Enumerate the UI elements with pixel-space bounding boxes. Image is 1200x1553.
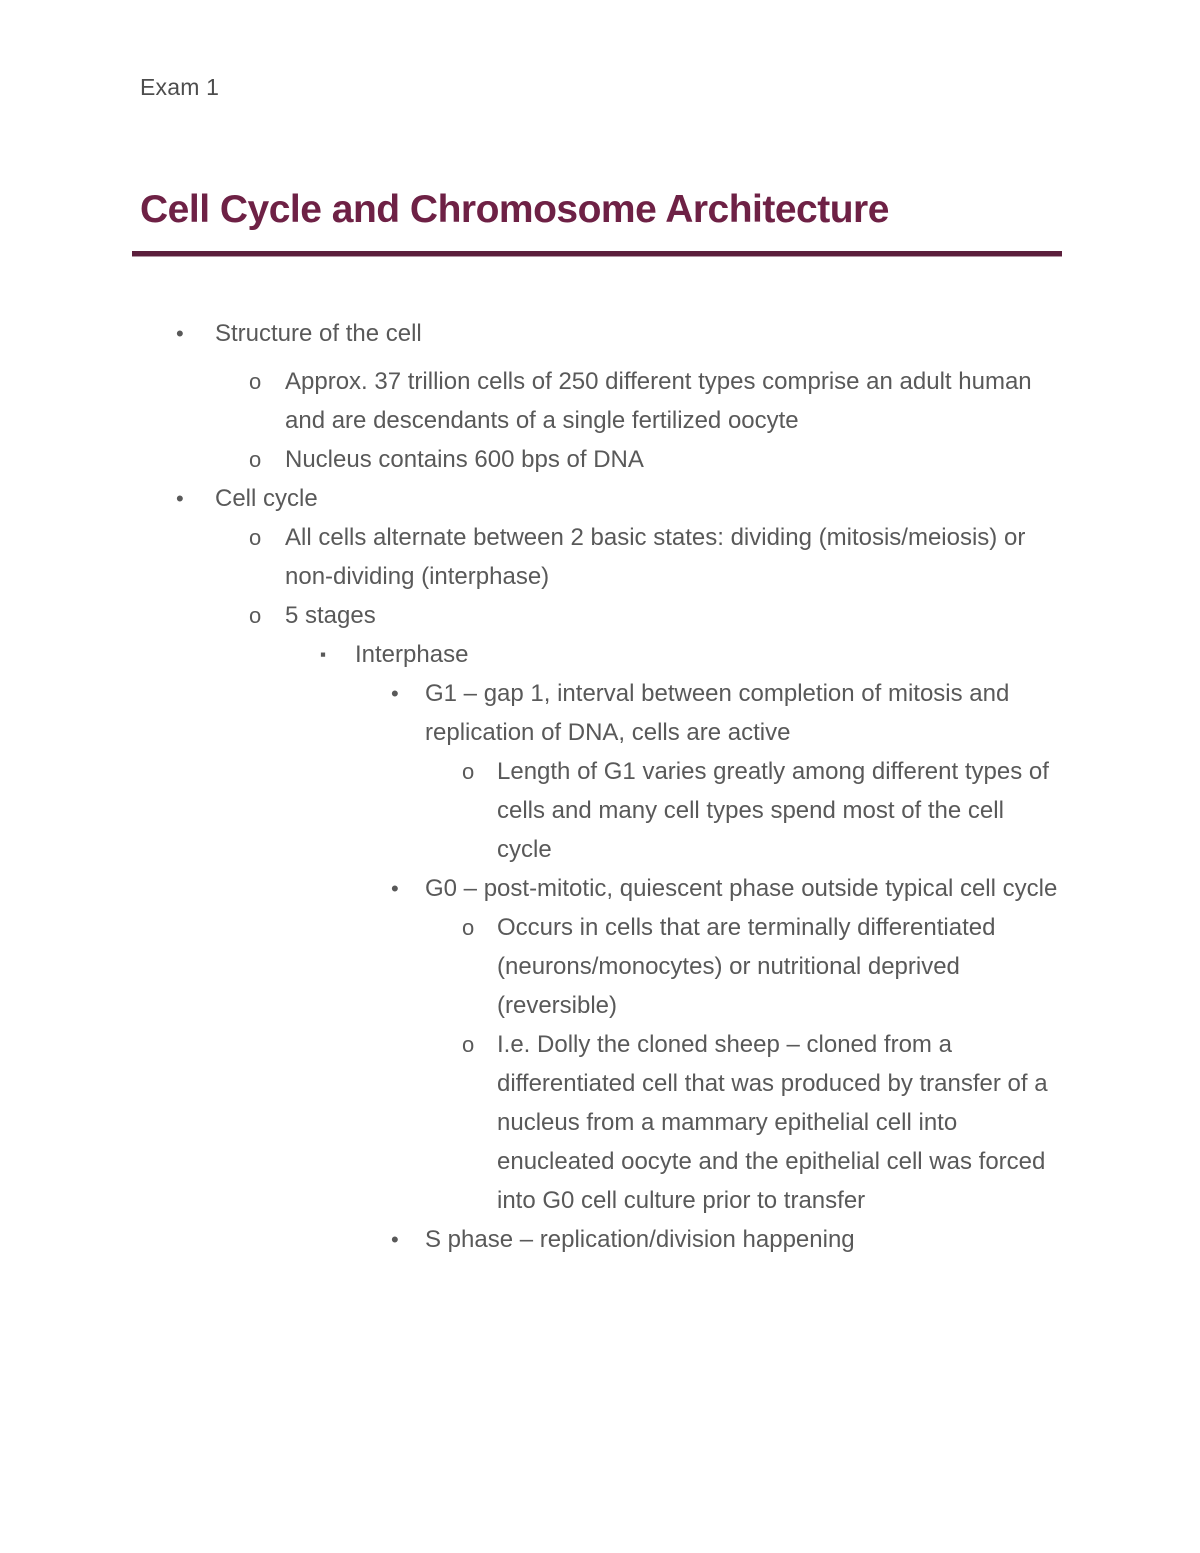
outline-item: [0, 752, 1200, 869]
disc-bullet-icon: •: [391, 876, 399, 901]
outline-item: [0, 518, 1200, 596]
outline-item-text: All cells alternate between 2 basic states: dividing (mitosis/meiosis) or non-dividing (interphase): [285, 524, 1026, 590]
outline-item: [0, 908, 1200, 1025]
outline-item: [0, 314, 1200, 353]
square-bullet-icon: ▪: [320, 645, 327, 664]
outline-item-text: I.e. Dolly the cloned sheep – cloned from a differentiated cell that was produced by transfer of a nucleus from a mammary epithelial cell into enucleated oocyte and the epithelial cell was forced into G0 cell culture prior to transfer: [497, 1031, 1048, 1214]
document-title: Cell Cycle and Chromosome Architecture: [140, 188, 889, 231]
outline-item: [0, 1025, 1200, 1220]
outline-item-text: Cell cycle: [215, 485, 318, 512]
outline-item: [0, 596, 1200, 635]
outline-item-text: Approx. 37 trillion cells of 250 different types comprise an adult human and are descendants of a single fertilized oocyte: [285, 368, 1032, 434]
circle-bullet-icon: o: [249, 525, 262, 550]
outline-item: [0, 440, 1200, 479]
outline-item-text: G1 – gap 1, interval between completion of mitosis and replication of DNA, cells are active: [425, 680, 1010, 746]
outline-item-text: S phase – replication/division happening: [425, 1226, 855, 1253]
circle-bullet-icon: o: [249, 369, 262, 394]
circle-bullet-icon: o: [462, 1032, 475, 1057]
outline-item-text: Interphase: [355, 641, 469, 668]
outline-list: [0, 314, 1200, 1259]
title-underline: [132, 251, 1062, 256]
outline-item-text: G0 – post-mitotic, quiescent phase outside typical cell cycle: [425, 875, 1058, 902]
outline-item-text: Structure of the cell: [215, 320, 422, 347]
outline-item: [0, 362, 1200, 440]
outline-item: [0, 635, 1200, 674]
outline-item-text: Occurs in cells that are terminally differentiated (neurons/monocytes) or nutritional deprived (reversible): [497, 914, 996, 1019]
disc-bullet-icon: •: [176, 486, 184, 511]
outline-item: [0, 869, 1200, 908]
page-header-text: Exam 1: [140, 74, 220, 100]
circle-bullet-icon: o: [462, 759, 475, 784]
outline-item: [0, 479, 1200, 518]
outline-item-text: Length of G1 varies greatly among different types of cells and many cell types spend most of the cell cycle: [497, 758, 1049, 863]
disc-bullet-icon: •: [391, 1227, 399, 1252]
circle-bullet-icon: o: [249, 603, 262, 628]
outline-item-text: 5 stages: [285, 602, 376, 629]
circle-bullet-icon: o: [249, 447, 262, 472]
outline-item: [0, 1220, 1200, 1259]
outline-item: [0, 674, 1200, 752]
disc-bullet-icon: •: [176, 321, 184, 346]
circle-bullet-icon: o: [462, 915, 475, 940]
outline-item-text: Nucleus contains 600 bps of DNA: [285, 446, 644, 473]
disc-bullet-icon: •: [391, 681, 399, 706]
